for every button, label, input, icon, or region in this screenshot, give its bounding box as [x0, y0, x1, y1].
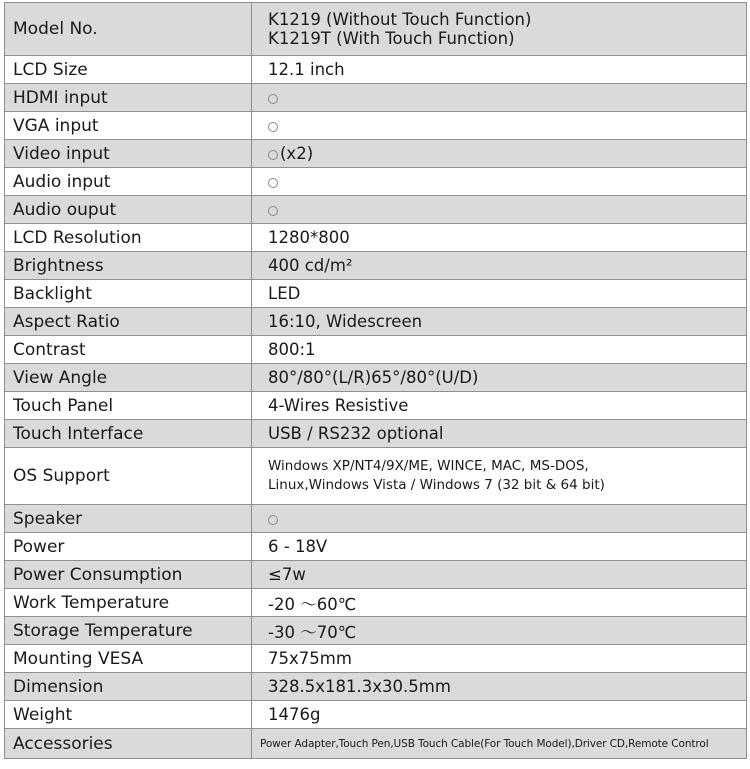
row-value: 80°/80°(L/R)65°/80°(U/D)	[252, 364, 747, 392]
row-label: HDMI input	[5, 84, 252, 112]
row-value: 12.1 inch	[252, 56, 747, 84]
row-label: Work Temperature	[5, 589, 252, 617]
row-label: Aspect Ratio	[5, 308, 252, 336]
row-label: Touch Interface	[5, 420, 252, 448]
row-value: 328.5x181.3x30.5mm	[252, 673, 747, 701]
row-value: 800:1	[252, 336, 747, 364]
row-work-temperature	[5, 589, 747, 617]
row-contrast	[5, 336, 747, 364]
circle-icon	[268, 206, 278, 216]
row-value	[252, 505, 747, 533]
row-storage-temperature	[5, 617, 747, 645]
row-label: Dimension	[5, 673, 252, 701]
row-value: ≤7w	[252, 561, 747, 589]
row-value: -30 ～70℃	[252, 617, 747, 645]
row-value	[252, 448, 747, 505]
row-hdmi-input	[5, 84, 747, 112]
os-line: Windows XP/NT4/9X/ME, WINCE, MAC, MS-DOS,	[268, 458, 589, 474]
row-label: Touch Panel	[5, 392, 252, 420]
row-audio-input	[5, 168, 747, 196]
row-view-angle	[5, 364, 747, 392]
circle-icon	[268, 515, 278, 525]
row-value	[252, 140, 747, 168]
row-label: Storage Temperature	[5, 617, 252, 645]
circle-icon	[268, 178, 278, 188]
row-label: Model No.	[5, 3, 252, 56]
row-value	[252, 168, 747, 196]
row-label: View Angle	[5, 364, 252, 392]
row-value: LED	[252, 280, 747, 308]
row-label: LCD Resolution	[5, 224, 252, 252]
model-line: K1219 (Without Touch Function)	[268, 10, 532, 29]
row-value: 4-Wires Resistive	[252, 392, 747, 420]
row-value	[252, 112, 747, 140]
row-value: 400 cd/m²	[252, 252, 747, 280]
row-label: Power	[5, 533, 252, 561]
row-value: 16:10, Widescreen	[252, 308, 747, 336]
row-label: Accessories	[5, 729, 252, 759]
circle-icon	[268, 150, 278, 160]
row-accessories	[5, 729, 747, 759]
row-value	[252, 3, 747, 56]
row-label: VGA input	[5, 112, 252, 140]
row-value: 1280*800	[252, 224, 747, 252]
row-label: Video input	[5, 140, 252, 168]
row-label: Brightness	[5, 252, 252, 280]
row-value: 1476g	[252, 701, 747, 729]
row-audio-output	[5, 196, 747, 224]
row-power	[5, 533, 747, 561]
row-os-support	[5, 448, 747, 505]
row-dimension	[5, 673, 747, 701]
row-power-consumption	[5, 561, 747, 589]
row-backlight	[5, 280, 747, 308]
row-label: OS Support	[5, 448, 252, 505]
row-label: Speaker	[5, 505, 252, 533]
row-label: LCD Size	[5, 56, 252, 84]
row-touch-panel	[5, 392, 747, 420]
row-lcd-size	[5, 56, 747, 84]
row-value	[252, 84, 747, 112]
model-line: K1219T (With Touch Function)	[268, 29, 515, 48]
row-value: -20 ～60℃	[252, 589, 747, 617]
row-value: 6 - 18V	[252, 533, 747, 561]
row-value: 75x75mm	[252, 645, 747, 673]
row-lcd-resolution	[5, 224, 747, 252]
row-label: Contrast	[5, 336, 252, 364]
spec-table	[4, 2, 747, 759]
row-touch-interface	[5, 420, 747, 448]
row-brightness	[5, 252, 747, 280]
circle-icon	[268, 94, 278, 104]
row-label: Power Consumption	[5, 561, 252, 589]
row-vga-input	[5, 112, 747, 140]
row-label: Mounting VESA	[5, 645, 252, 673]
row-video-input	[5, 140, 747, 168]
row-model-no	[5, 3, 747, 56]
row-label: Audio input	[5, 168, 252, 196]
row-label: Backlight	[5, 280, 252, 308]
row-weight	[5, 701, 747, 729]
row-value: USB / RS232 optional	[252, 420, 747, 448]
row-aspect-ratio	[5, 308, 747, 336]
circle-icon	[268, 122, 278, 132]
os-line: Linux,Windows Vista / Windows 7 (32 bit & 64 bit)	[268, 477, 605, 493]
row-value: Power Adapter,Touch Pen,USB Touch Cable(For Touch Model),Driver CD,Remote Control	[252, 729, 747, 759]
row-speaker	[5, 505, 747, 533]
video-count: (x2)	[280, 144, 314, 163]
row-value	[252, 196, 747, 224]
row-label: Audio ouput	[5, 196, 252, 224]
row-mounting-vesa	[5, 645, 747, 673]
row-label: Weight	[5, 701, 252, 729]
